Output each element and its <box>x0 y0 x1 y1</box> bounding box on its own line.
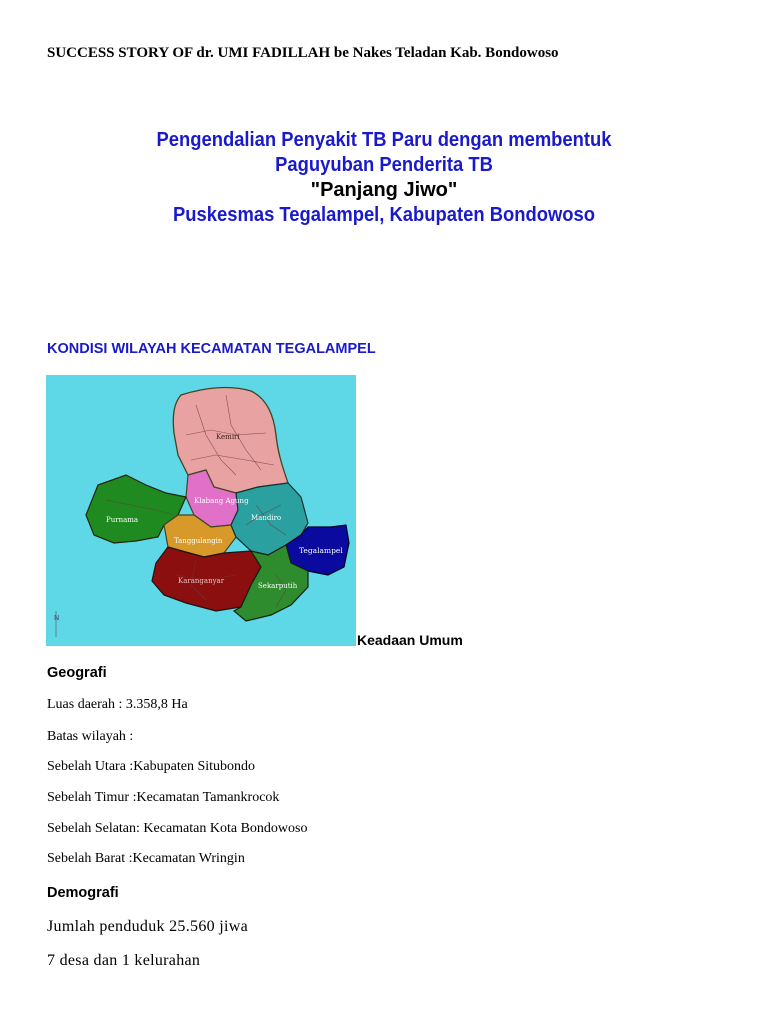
title-line-2: Paguyuban Penderita TB <box>275 154 493 176</box>
map-label-kemiri: Kemiri <box>216 433 240 441</box>
demografi-heading: Demografi <box>47 885 119 901</box>
document-header: SUCCESS STORY OF dr. UMI FADILLAH be Nakes Teladan Kab. Bondowoso <box>47 45 559 61</box>
jumlah-desa: 7 desa dan 1 kelurahan <box>47 952 201 969</box>
batas-wilayah: Batas wilayah : <box>47 729 134 744</box>
district-map <box>46 375 356 646</box>
luas-daerah: Luas daerah : 3.358,8 Ha <box>47 697 188 712</box>
batas-timur: Sebelah Timur :Kecamatan Tamankrocok <box>47 790 280 805</box>
batas-barat: Sebelah Barat :Kecamatan Wringin <box>47 851 245 866</box>
svg-text:N: N <box>54 614 60 622</box>
map-label-mandiro: Mandiro <box>251 514 282 522</box>
title-line-1: Pengendalian Penyakit TB Paru dengan membentuk <box>156 129 612 151</box>
keadaan-umum-label: Keadaan Umum <box>357 632 463 648</box>
map-label-sekarputih: Sekarputih <box>258 582 298 590</box>
title-line-3: "Panjang Jiwo" <box>310 179 458 201</box>
geografi-heading: Geografi <box>47 665 107 681</box>
map-label-purnama: Purnama <box>106 516 139 524</box>
map-label-tanggulangin: Tanggulangin <box>174 537 223 545</box>
section-heading: KONDISI WILAYAH KECAMATAN TEGALAMPEL <box>47 341 376 357</box>
map-label-tegalampel: Tegalampel <box>299 546 343 555</box>
title-line-4: Puskesmas Tegalampel, Kabupaten Bondowoso <box>173 204 595 226</box>
batas-selatan: Sebelah Selatan: Kecamatan Kota Bondowoso <box>47 821 308 836</box>
map-label-klabang: Klabang Agung <box>194 497 249 505</box>
jumlah-penduduk: Jumlah penduduk 25.560 jiwa <box>47 918 248 935</box>
map-label-karanganyar: Karanganyar <box>178 577 225 585</box>
batas-utara: Sebelah Utara :Kabupaten Situbondo <box>47 759 256 774</box>
